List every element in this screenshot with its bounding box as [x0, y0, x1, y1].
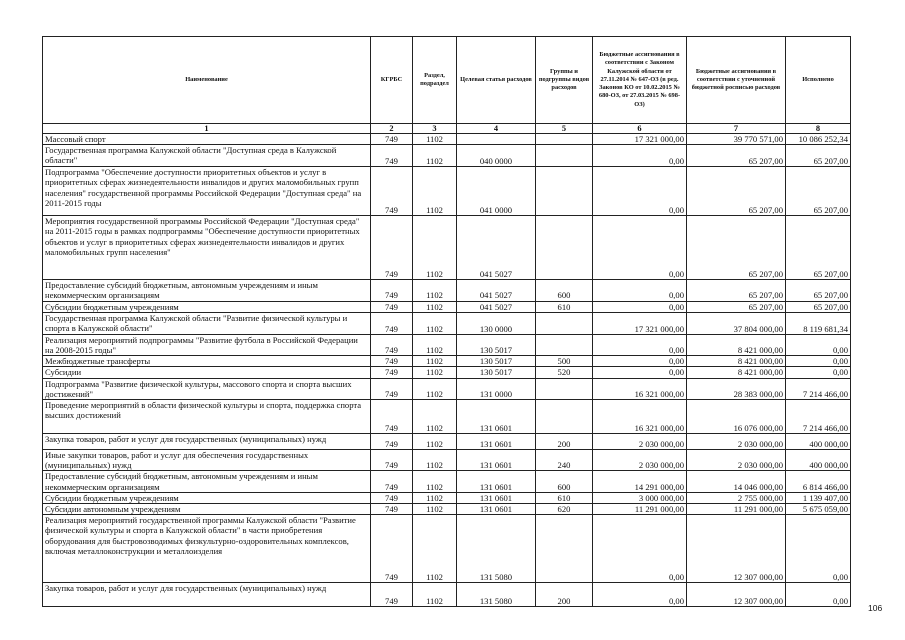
row-name: Предоставление субсидий бюджетным, автономным учреждениям и иным некоммерческим организациям: [43, 471, 371, 492]
row-name: Проведение мероприятий в области физической культуры и спорта, поддержка спорта высших достижений: [43, 400, 371, 434]
row-law: 11 291 000,00: [593, 504, 687, 515]
row-executed: 5 675 059,00: [786, 504, 851, 515]
table-row: [43, 334, 851, 355]
row-vid: 200: [536, 434, 593, 450]
row-law: 0,00: [593, 334, 687, 355]
row-refined: 65 207,00: [687, 280, 786, 301]
row-target: 131 0601: [457, 450, 536, 471]
column-number: 4: [457, 124, 536, 134]
row-law: 0,00: [593, 301, 687, 312]
row-name: Межбюджетные трансферты: [43, 356, 371, 367]
row-refined: 65 207,00: [687, 301, 786, 312]
row-razdel: 1102: [413, 334, 457, 355]
table-row: [43, 367, 851, 378]
row-kgrbs: 749: [371, 450, 413, 471]
column-number: 2: [371, 124, 413, 134]
row-kgrbs: 749: [371, 434, 413, 450]
row-law: 0,00: [593, 167, 687, 216]
row-vid: [536, 334, 593, 355]
row-kgrbs: 749: [371, 312, 413, 334]
row-executed: 400 000,00: [786, 434, 851, 450]
row-target: 131 5080: [457, 583, 536, 607]
row-target: 041 5027: [457, 280, 536, 301]
row-razdel: 1102: [413, 515, 457, 583]
row-law: 3 000 000,00: [593, 492, 687, 503]
row-law: 0,00: [593, 367, 687, 378]
row-razdel: 1102: [413, 434, 457, 450]
row-executed: 7 214 466,00: [786, 378, 851, 399]
row-name: Государственная программа Калужской области "Доступная среда в Калужской области": [43, 145, 371, 167]
table-row: [43, 145, 851, 167]
row-executed: 65 207,00: [786, 145, 851, 167]
row-refined: 65 207,00: [687, 167, 786, 216]
column-number: 3: [413, 124, 457, 134]
column-number: 5: [536, 124, 593, 134]
row-vid: 500: [536, 356, 593, 367]
table-row: [43, 134, 851, 145]
row-law: 16 321 000,00: [593, 400, 687, 434]
row-razdel: 1102: [413, 583, 457, 607]
row-refined: 39 770 571,00: [687, 134, 786, 145]
row-kgrbs: 749: [371, 367, 413, 378]
row-executed: 0,00: [786, 367, 851, 378]
row-law: 0,00: [593, 145, 687, 167]
row-name: Иные закупки товаров, работ и услуг для обеспечения государственных (муниципальных) нужд: [43, 450, 371, 471]
row-target: 130 5017: [457, 356, 536, 367]
table-row: [43, 400, 851, 434]
row-executed: 400 000,00: [786, 450, 851, 471]
row-law: 2 030 000,00: [593, 434, 687, 450]
table-row: [43, 301, 851, 312]
row-target: 130 5017: [457, 367, 536, 378]
row-razdel: 1102: [413, 471, 457, 492]
row-name: Субсидии бюджетным учреждениям: [43, 301, 371, 312]
row-executed: 65 207,00: [786, 216, 851, 280]
row-executed: 7 214 466,00: [786, 400, 851, 434]
row-name: Субсидии: [43, 367, 371, 378]
header-kgrbs: КГРБС: [371, 37, 413, 124]
row-target: 131 5080: [457, 515, 536, 583]
header-executed: Исполнено: [786, 37, 851, 124]
row-law: 0,00: [593, 216, 687, 280]
row-razdel: 1102: [413, 216, 457, 280]
row-razdel: 1102: [413, 400, 457, 434]
row-law: 0,00: [593, 583, 687, 607]
row-vid: 600: [536, 280, 593, 301]
row-name: Закупка товаров, работ и услуг для государственных (муниципальных) нужд: [43, 434, 371, 450]
row-refined: 2 030 000,00: [687, 450, 786, 471]
row-kgrbs: 749: [371, 280, 413, 301]
row-vid: 200: [536, 583, 593, 607]
row-target: 041 0000: [457, 167, 536, 216]
budget-table: [42, 36, 851, 607]
row-vid: 620: [536, 504, 593, 515]
row-executed: 65 207,00: [786, 280, 851, 301]
row-name: Государственная программа Калужской области "Развитие физической культуры и спорта в Калужской области": [43, 312, 371, 334]
column-number: 8: [786, 124, 851, 134]
row-name: Реализация мероприятий государственной программы Калужской области "Развитие физической культуры и спорта в Калужской области" в части приобретения оборудования для быстровозводимых физкультурно-оздоровительных комплексов, включая металлоконструкции и металлоизделия: [43, 515, 371, 583]
row-target: 130 5017: [457, 334, 536, 355]
header-razdel: Раздел, подраздел: [413, 37, 457, 124]
row-executed: 8 119 681,34: [786, 312, 851, 334]
row-refined: 14 046 000,00: [687, 471, 786, 492]
row-executed: 1 139 407,00: [786, 492, 851, 503]
row-kgrbs: 749: [371, 334, 413, 355]
row-target: 040 0000: [457, 145, 536, 167]
row-razdel: 1102: [413, 450, 457, 471]
row-vid: [536, 312, 593, 334]
row-executed: 0,00: [786, 356, 851, 367]
row-executed: 0,00: [786, 334, 851, 355]
row-name: Субсидии бюджетным учреждениям: [43, 492, 371, 503]
row-name: Мероприятия государственной программы Российской Федерации "Доступная среда" на 2011-2015 годы в рамках подпрограммы "Обеспечение доступности приоритетных объектов и услуг в приоритетных сферах жизнедеятельности инвалидов и других маломобильных групп населения": [43, 216, 371, 280]
row-kgrbs: 749: [371, 216, 413, 280]
row-refined: 2 755 000,00: [687, 492, 786, 503]
row-name: Массовый спорт: [43, 134, 371, 145]
header-refined: Бюджетные ассигнования в соответствии с уточненной бюджетной росписью расходов: [687, 37, 786, 124]
row-executed: 0,00: [786, 583, 851, 607]
header-law: Бюджетные ассигнования в соответствии с Законом Калужской области от 27.11.2014 № 647-ОЗ (в ред. Законов КО от 10.02.2015 № 680-ОЗ, от 27.03.2015 № 698-ОЗ): [593, 37, 687, 124]
row-razdel: 1102: [413, 301, 457, 312]
row-refined: 65 207,00: [687, 216, 786, 280]
row-kgrbs: 749: [371, 504, 413, 515]
column-number: 7: [687, 124, 786, 134]
column-number: 1: [43, 124, 371, 134]
row-target: 130 0000: [457, 312, 536, 334]
row-executed: 6 814 466,00: [786, 471, 851, 492]
row-kgrbs: 749: [371, 301, 413, 312]
row-razdel: 1102: [413, 280, 457, 301]
row-refined: 28 383 000,00: [687, 378, 786, 399]
row-target: 041 5027: [457, 301, 536, 312]
row-target: 131 0601: [457, 471, 536, 492]
table-row: [43, 434, 851, 450]
table-row: [43, 515, 851, 583]
row-executed: 65 207,00: [786, 167, 851, 216]
page-number: 106: [868, 603, 883, 613]
row-target: 131 0601: [457, 434, 536, 450]
row-target: 131 0601: [457, 504, 536, 515]
table-row: [43, 504, 851, 515]
row-kgrbs: 749: [371, 583, 413, 607]
column-number-row: [43, 124, 851, 134]
row-law: 0,00: [593, 280, 687, 301]
row-refined: 2 030 000,00: [687, 434, 786, 450]
row-vid: [536, 515, 593, 583]
row-target: [457, 134, 536, 145]
row-name: Субсидии автономным учреждениям: [43, 504, 371, 515]
row-razdel: 1102: [413, 312, 457, 334]
table-row: [43, 471, 851, 492]
header-vid: Группы и подгруппы видов расходов: [536, 37, 593, 124]
table-row: [43, 492, 851, 503]
row-kgrbs: 749: [371, 134, 413, 145]
table-row: [43, 280, 851, 301]
row-refined: 8 421 000,00: [687, 367, 786, 378]
row-law: 2 030 000,00: [593, 450, 687, 471]
row-vid: [536, 400, 593, 434]
row-refined: 12 307 000,00: [687, 515, 786, 583]
row-law: 0,00: [593, 515, 687, 583]
row-vid: 610: [536, 492, 593, 503]
row-law: 14 291 000,00: [593, 471, 687, 492]
header-row: [43, 37, 851, 124]
row-refined: 65 207,00: [687, 145, 786, 167]
header-name: Наименование: [43, 37, 371, 124]
row-name: Подпрограмма "Развитие физической культуры, массового спорта и спорта высших достижений": [43, 378, 371, 399]
row-executed: 10 086 252,34: [786, 134, 851, 145]
table-row: [43, 312, 851, 334]
row-razdel: 1102: [413, 367, 457, 378]
header-target: Целевая статья расходов: [457, 37, 536, 124]
column-number: 6: [593, 124, 687, 134]
row-law: 16 321 000,00: [593, 378, 687, 399]
row-executed: 0,00: [786, 515, 851, 583]
row-vid: 240: [536, 450, 593, 471]
row-target: 041 5027: [457, 216, 536, 280]
row-vid: [536, 145, 593, 167]
row-refined: 8 421 000,00: [687, 356, 786, 367]
row-kgrbs: 749: [371, 515, 413, 583]
row-kgrbs: 749: [371, 356, 413, 367]
row-kgrbs: 749: [371, 378, 413, 399]
row-name: Реализация мероприятий подпрограммы "Развитие футбола в Российской Федерации на 2008-2015 годы": [43, 334, 371, 355]
table-row: [43, 167, 851, 216]
table-row: [43, 378, 851, 399]
row-kgrbs: 749: [371, 492, 413, 503]
row-razdel: 1102: [413, 492, 457, 503]
row-kgrbs: 749: [371, 145, 413, 167]
row-law: 17 321 000,00: [593, 134, 687, 145]
row-law: 17 321 000,00: [593, 312, 687, 334]
row-name: Подпрограмма "Обеспечение доступности приоритетных объектов и услуг в приоритетных сферах жизнедеятельности инвалидов и других маломобильных групп населения" государственной программы Российской Федерации "Доступная среда" на 2011-2015 годы: [43, 167, 371, 216]
row-vid: [536, 134, 593, 145]
row-vid: [536, 167, 593, 216]
row-razdel: 1102: [413, 356, 457, 367]
row-vid: [536, 216, 593, 280]
row-vid: 610: [536, 301, 593, 312]
row-vid: 600: [536, 471, 593, 492]
row-razdel: 1102: [413, 378, 457, 399]
row-kgrbs: 749: [371, 471, 413, 492]
row-kgrbs: 749: [371, 167, 413, 216]
table-row: [43, 356, 851, 367]
row-refined: 37 804 000,00: [687, 312, 786, 334]
row-refined: 11 291 000,00: [687, 504, 786, 515]
row-razdel: 1102: [413, 167, 457, 216]
row-name: Предоставление субсидий бюджетным, автономным учреждениям и иным некоммерческим организациям: [43, 280, 371, 301]
row-kgrbs: 749: [371, 400, 413, 434]
row-target: 131 0000: [457, 378, 536, 399]
row-law: 0,00: [593, 356, 687, 367]
row-executed: 65 207,00: [786, 301, 851, 312]
table-row: [43, 216, 851, 280]
row-refined: 12 307 000,00: [687, 583, 786, 607]
row-razdel: 1102: [413, 504, 457, 515]
row-target: 131 0601: [457, 492, 536, 503]
row-refined: 8 421 000,00: [687, 334, 786, 355]
row-vid: 520: [536, 367, 593, 378]
row-razdel: 1102: [413, 145, 457, 167]
row-target: 131 0601: [457, 400, 536, 434]
table-row: [43, 450, 851, 471]
row-razdel: 1102: [413, 134, 457, 145]
row-name: Закупка товаров, работ и услуг для государственных (муниципальных) нужд: [43, 583, 371, 607]
row-refined: 16 076 000,00: [687, 400, 786, 434]
row-vid: [536, 378, 593, 399]
table-row: [43, 583, 851, 607]
